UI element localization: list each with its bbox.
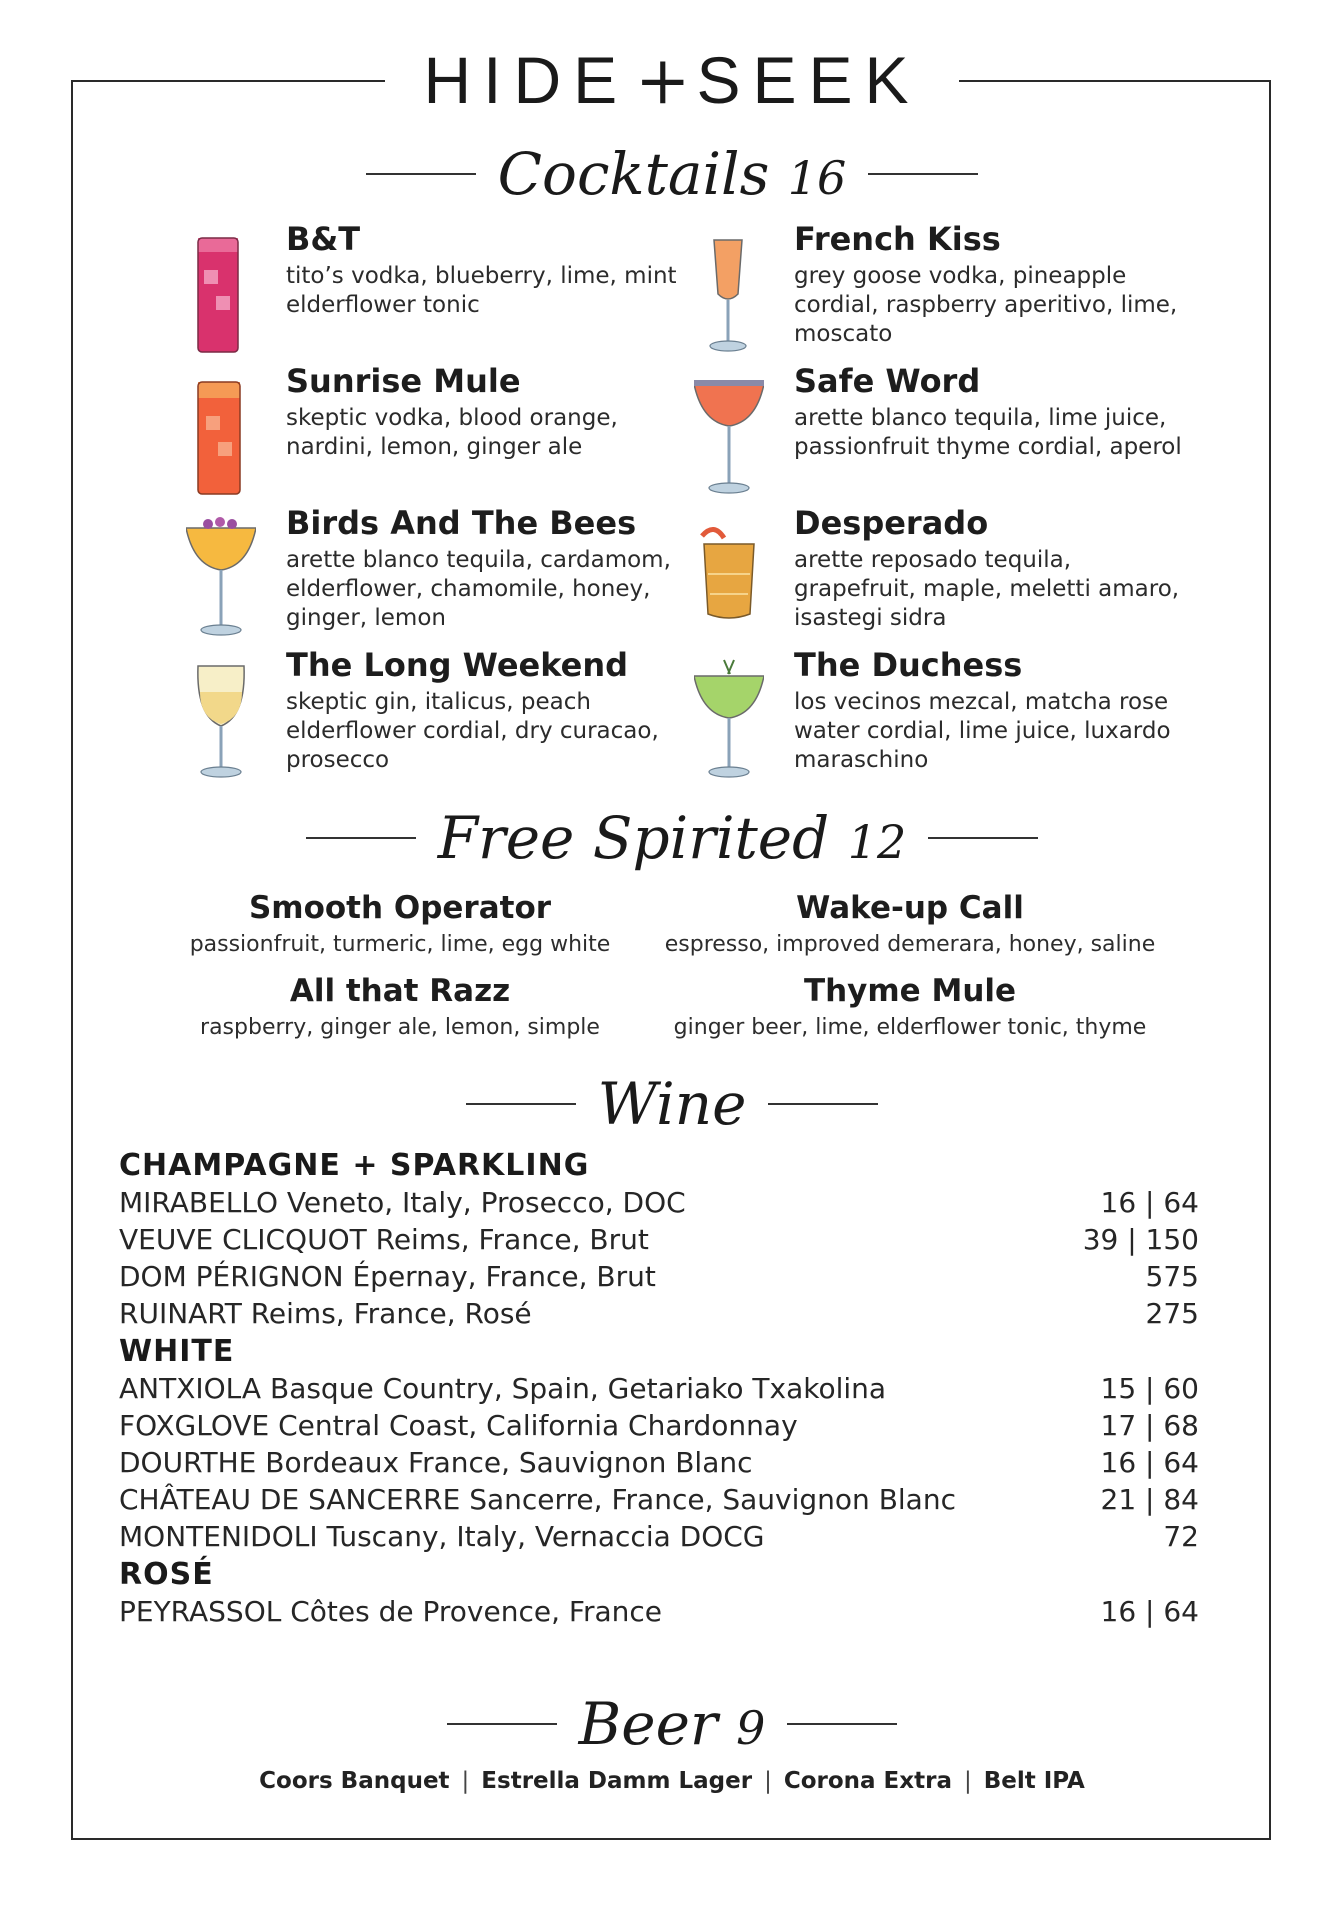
cocktail-item [694,362,1182,502]
beer-item: Coors Banquet [259,1768,450,1794]
cocktail-desc: skeptic vodka, blood orange, nardini, lemon, ginger ale [286,405,618,460]
cocktail-item [186,362,656,502]
wine-price: 16 | 64 [1100,1186,1199,1219]
cocktail-desc: arette blanco tequila, cardamom, elderflower, chamomile, honey, ginger, lemon [286,547,671,631]
wine-label: MIRABELLO Veneto, Italy, Prosecco, DOC [119,1186,686,1219]
cocktail-name: Birds And The Bees [286,504,637,542]
cocktail-item [186,220,677,360]
wine-glass-icon [186,656,256,784]
coupe-green-icon [694,656,764,784]
wine-row [119,1370,1199,1407]
beer-header [0,1690,1344,1758]
wine-label: ANTXIOLA Basque Country, Spain, Getariako Txakolina [119,1372,887,1405]
separator: | [461,1768,470,1794]
cocktail-desc: tito’s vodka, blueberry, lime, mint elderflower tonic [286,263,677,318]
wine-label: FOXGLOVE Central Coast, California Chardonnay [119,1409,798,1442]
brand-left: HIDE [423,43,630,117]
wine-label: MONTENIDOLI Tuscany, Italy, Vernaccia DOCG [119,1520,765,1553]
cocktail-item [186,504,671,644]
wine-price: 21 | 84 [1100,1483,1199,1516]
wine-row [119,1184,1199,1221]
wine-label: RUINART Reims, France, Rosé [119,1297,532,1330]
coupe-yellow-icon [186,514,256,642]
wine-row [119,1295,1199,1332]
separator: | [963,1768,972,1794]
divider [768,1103,878,1105]
separator: | [764,1768,772,1794]
brand-plus: + [635,42,691,119]
flute-peach-icon [694,230,764,358]
free-spirited-header [0,804,1344,872]
free-spirited-price: 12 [847,815,907,869]
coupe-coral-icon [694,372,764,500]
cocktail-name: Safe Word [794,362,981,400]
cocktail-desc: grey goose vodka, pineapple cordial, raspberry aperitivo, lime, moscato [794,263,1178,347]
beer-item: Estrella Damm Lager [481,1768,753,1794]
cocktail-item [186,646,659,786]
wine-price: 16 | 64 [1100,1446,1199,1479]
mocktail-desc: raspberry, ginger ale, lemon, simple [200,1015,600,1040]
cocktail-item [694,220,1178,360]
wine-row [119,1593,1199,1630]
beer-price: 9 [736,1701,766,1755]
wine-label: DOM PÉRIGNON Épernay, France, Brut [119,1260,656,1293]
wine-price: 16 | 64 [1100,1595,1199,1628]
mocktail-desc: espresso, improved demerara, honey, saline [664,932,1156,957]
wine-title: Wine [597,1070,747,1138]
divider [447,1723,557,1725]
mocktail-name: Thyme Mule [803,973,1017,1009]
wine-category: ROSÉ [119,1557,214,1592]
cocktails-title: Cocktails 16 [497,140,847,208]
wine-list [119,1148,1199,1630]
cocktail-desc: arette reposado tequila, grapefruit, maple, meletti amaro, isastegi sidra [794,547,1180,631]
mocktail-name: Smooth Operator [248,890,552,926]
beer-item: Belt IPA [983,1768,1085,1794]
wine-price: 39 | 150 [1082,1223,1199,1256]
beer-title: Beer 9 [578,1690,766,1758]
mocktail-item [650,890,1170,957]
cocktail-item [694,504,1180,644]
cocktail-list [0,212,1344,782]
cocktail-item [694,646,1171,786]
divider [306,837,416,839]
mocktail-desc: ginger beer, lime, elderflower tonic, thyme [673,1015,1147,1040]
cocktail-desc: arette blanco tequila, lime juice, passionfruit thyme cordial, aperol [794,405,1182,460]
mocktail-item [650,973,1170,1040]
wine-price: 575 [1145,1260,1199,1293]
wine-label: CHÂTEAU DE SANCERRE Sancerre, France, Sauvignon Blanc [119,1483,956,1516]
wine-price: 275 [1145,1297,1199,1330]
divider [787,1723,897,1725]
mocktail-name: Wake-up Call [796,890,1024,926]
divider [928,837,1038,839]
divider [466,1103,576,1105]
cocktails-price: 16 [787,151,847,205]
cocktail-desc: skeptic gin, italicus, peach elderflower cordial, dry curacao, prosecco [286,689,659,773]
mocktail-item [140,890,660,957]
wine-category: WHITE [119,1334,235,1369]
wine-row [119,1518,1199,1555]
divider [868,173,978,175]
beer-item: Corona Extra [783,1768,952,1794]
wine-price: 72 [1163,1520,1199,1553]
mocktail-item [140,973,660,1040]
mocktail-desc: passionfruit, turmeric, lime, egg white [189,932,611,957]
mocktail-name: All that Razz [289,973,511,1009]
wine-row [119,1444,1199,1481]
wine-price: 15 | 60 [1100,1372,1199,1405]
wine-row [119,1481,1199,1518]
wine-row [119,1221,1199,1258]
cocktails-header [0,140,1344,208]
cocktail-name: Desperado [794,504,989,542]
rocks-amber-icon [694,514,764,642]
cocktail-name: The Long Weekend [286,646,629,684]
wine-category: CHAMPAGNE + SPARKLING [119,1148,590,1183]
cocktail-name: French Kiss [794,220,1001,258]
brand-logo [0,40,1344,121]
wine-label: VEUVE CLICQUOT Reims, France, Brut [119,1223,649,1256]
wine-label: PEYRASSOL Côtes de Provence, France [119,1595,663,1628]
wine-row [119,1407,1199,1444]
brand-right: SEEK [696,43,921,117]
divider [366,173,476,175]
cocktail-name: B&T [286,220,361,258]
beer-list [0,1768,1344,1794]
wine-row [119,1258,1199,1295]
wine-label: DOURTHE Bordeaux France, Sauvignon Blanc [119,1446,753,1479]
wine-header [0,1070,1344,1138]
cocktail-name: The Duchess [794,646,1023,684]
wine-price: 17 | 68 [1100,1409,1199,1442]
highball-orange-icon [186,372,256,500]
highball-pink-icon [186,230,256,358]
free-spirited-title: Free Spirited 12 [437,804,907,872]
cocktail-desc: los vecinos mezcal, matcha rose water cordial, lime juice, luxardo maraschino [794,689,1171,773]
cocktail-name: Sunrise Mule [286,362,521,400]
